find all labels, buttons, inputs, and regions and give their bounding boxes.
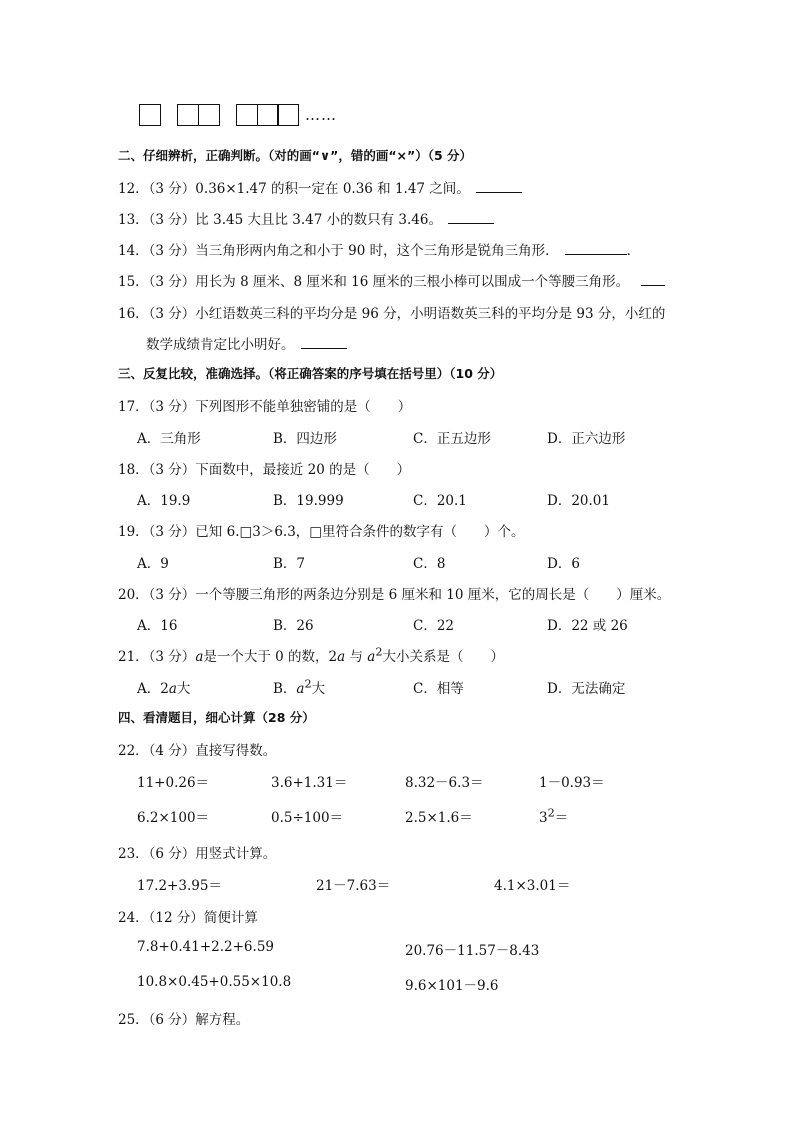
question-text: 15．（3 分）用长为 8 厘米、8 厘米和 16 厘米的三根小棒可以围成一个等腰三角形。 (118, 274, 630, 290)
q21-option-c[interactable]: C．相等 (413, 681, 464, 697)
answer-blank[interactable] (476, 180, 522, 193)
question-text: 12．（3 分）0.36×1.47 的积一定在 0.36 和 1.47 之间。 (118, 181, 470, 197)
question-24-stem: 24．（12 分）简便计算 (118, 910, 258, 926)
calc-item: 6.2×100＝ (137, 810, 210, 826)
square-box (198, 104, 220, 126)
square-box (277, 104, 299, 126)
exponent: 2 (547, 806, 555, 820)
q21-option-b[interactable] (273, 677, 325, 697)
calc-item: 8.32－6.3＝ (405, 775, 484, 791)
simplify-item: 7.8+0.41+2.2+6.59 (137, 939, 274, 955)
option-text: 大 (176, 681, 191, 697)
box-double (177, 104, 218, 126)
vertical-calc-item: 21－7.63＝ (316, 878, 391, 894)
question-text: 与 (345, 649, 368, 665)
simplify-item: 20.76－11.57－8.43 (405, 943, 540, 959)
q21-option-d[interactable]: D．无法确定 (547, 681, 626, 697)
section-4-heading: 四、看清题目，细心计算（28 分） (118, 710, 315, 725)
question-18-stem: 18．（3 分）下面数中，最接近 20 的是（ ） (118, 462, 411, 478)
answer-blank[interactable] (641, 273, 665, 286)
q17-option-b[interactable]: B．四边形 (273, 431, 337, 447)
question-text: 大小关系是（ ） (382, 649, 505, 665)
question-20-stem: 20．（3 分）一个等腰三角形的两条边分别是 6 厘米和 10 厘米，它的周长是（ ）厘米。 (118, 587, 671, 603)
simplify-item: 10.8×0.45+0.55×10.8 (137, 974, 292, 990)
question-13 (118, 208, 494, 228)
question-text: 13．（3 分）比 3.45 大且比 3.47 小的数只有 3.46。 (118, 212, 442, 228)
section-3-heading: 三、反复比较，准确选择。（将正确答案的序号填在括号里）（10 分） (118, 366, 503, 381)
q17-option-a[interactable]: A．三角形 (137, 431, 201, 447)
square-box (177, 104, 199, 126)
q20-option-b[interactable]: B．26 (273, 618, 314, 634)
q19-option-b[interactable]: B．7 (273, 556, 306, 572)
variable-a: a (296, 681, 305, 697)
option-label: B． (273, 681, 297, 697)
answer-blank[interactable] (301, 336, 347, 349)
question-text: 14．（3 分）当三角形两内角之和小于 90 时，这个三角形是锐角三角形． (118, 243, 559, 259)
question-14 (118, 239, 640, 259)
q18-option-d[interactable]: D．20.01 (547, 493, 610, 509)
variable-a: a (367, 649, 376, 665)
variable-a: a (195, 649, 204, 665)
q20-option-c[interactable]: C．22 (413, 618, 455, 634)
ellipsis: …… (305, 106, 337, 124)
calc-item-power (539, 806, 568, 826)
q20-option-a[interactable]: A．16 (137, 618, 178, 634)
vertical-calc-item: 4.1×3.01＝ (494, 878, 571, 894)
question-end-mark: ． (626, 243, 641, 259)
q18-option-b[interactable]: B．19.999 (273, 493, 344, 509)
question-text: 是一个大于 0 的数，2 (203, 649, 338, 665)
answer-blank[interactable] (448, 211, 494, 224)
box-single (139, 104, 160, 126)
section-2-heading: 二、仔细辨析，正确判断。（对的画“∨”，错的画“×”）（5 分） (118, 148, 473, 163)
variable-a: a (337, 649, 346, 665)
q19-option-c[interactable]: C．8 (413, 556, 446, 572)
power-base: 3 (539, 810, 548, 826)
q21-option-a[interactable] (137, 677, 190, 697)
question-19-stem: 19．（3 分）已知 6.□3＞6.3，□里符合条件的数字有（ ）个。 (118, 524, 525, 540)
square-box (236, 104, 258, 126)
equals-sign: ＝ (554, 810, 569, 826)
calc-item: 11+0.26＝ (137, 775, 210, 791)
option-text: 大 (311, 681, 326, 697)
simplify-item: 9.6×101－9.6 (405, 978, 499, 994)
q17-option-d[interactable]: D．正六边形 (547, 431, 626, 447)
vertical-calc-item: 17.2+3.95＝ (137, 878, 222, 894)
calc-item: 1－0.93＝ (539, 775, 605, 791)
question-15 (118, 270, 665, 290)
square-box (139, 104, 161, 126)
exponent: 2 (304, 677, 312, 691)
square-box (257, 104, 279, 126)
question-17-stem: 17．（3 分）下列图形不能单独密铺的是（ ） (118, 399, 412, 415)
question-number: 21．（3 分） (118, 649, 196, 665)
calc-item: 0.5÷100＝ (271, 810, 344, 826)
q18-option-c[interactable]: C．20.1 (413, 493, 467, 509)
option-label: A．2 (137, 681, 169, 697)
q19-option-d[interactable]: D．6 (547, 556, 580, 572)
calc-item: 3.6+1.31＝ (271, 775, 348, 791)
question-16-line1: 16．（3 分）小红语数英三科的平均分是 96 分，小明语数英三科的平均分是 93 分，小红的 (118, 306, 666, 322)
exponent: 2 (375, 645, 383, 659)
q17-option-c[interactable]: C．正五边形 (413, 431, 491, 447)
answer-blank[interactable] (565, 242, 627, 255)
q20-option-d[interactable]: D．22 或 26 (547, 618, 628, 634)
question-12 (118, 177, 522, 197)
variable-a: a (168, 681, 177, 697)
question-23-stem: 23．（6 分）用竖式计算。 (118, 846, 277, 862)
box-triple (236, 104, 298, 126)
calc-item: 2.5×1.6＝ (405, 810, 473, 826)
q19-option-a[interactable]: A．9 (137, 556, 169, 572)
question-16-line2 (146, 333, 347, 353)
question-21-stem (118, 645, 504, 665)
q18-option-a[interactable]: A．19.9 (137, 493, 191, 509)
question-22-stem: 22．（4 分）直接写得数。 (118, 743, 277, 759)
question-text: 数学成绩肯定比小明好。 (146, 337, 295, 353)
question-25-stem: 25．（6 分）解方程。 (118, 1012, 250, 1028)
